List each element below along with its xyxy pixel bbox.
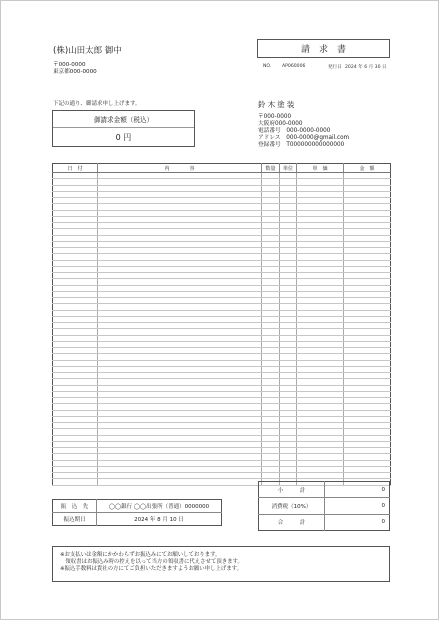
- issue-date: 2024 年 6 月 30 日: [345, 65, 387, 70]
- table-cell: [98, 479, 262, 485]
- issuer-registration: 登録番号 T000000000000000: [258, 142, 345, 148]
- tax-value: 0: [325, 498, 390, 514]
- header-unit-price: 単 価: [297, 164, 344, 173]
- header-description: 内 容: [98, 164, 262, 173]
- bank-value: ◯◯銀行 ◯◯出張所（普通）0000000: [97, 500, 222, 513]
- issuer-name: 鈴木塗装: [258, 100, 297, 109]
- payment-row-bank: [53, 500, 222, 513]
- summary-row-total: [259, 514, 390, 530]
- grand-total-value: 0: [381, 519, 385, 526]
- note-line: ※お支払いは金額にかかわらずお振込みにてお願いしております。: [60, 552, 221, 558]
- note-line: ※振込手数料は貴社の方にてご負担いただきますようお願い申し上げます。: [60, 566, 242, 573]
- issuer-phone: 電話番号 000-0000-0000: [258, 128, 331, 134]
- document-title: 請求書: [257, 39, 390, 58]
- total-amount-value: 0 円: [115, 132, 132, 142]
- line-items-body: [53, 173, 391, 486]
- summary-row-tax: [259, 498, 390, 514]
- bank-label: 振 込 先: [53, 500, 97, 513]
- recipient-name: (株)山田太郎 御中: [53, 46, 122, 56]
- issuer-email: アドレス 000-0000@gmail.com: [258, 135, 350, 141]
- notes-box: [52, 546, 390, 582]
- recipient-address: 東京都000-0000: [53, 69, 97, 75]
- document-number: AP060006: [282, 64, 306, 69]
- due-value: 2024 年 8 月 10 日: [134, 517, 184, 523]
- header-unit: 単位: [280, 164, 297, 173]
- issuer-address: 大阪府000-0000: [258, 121, 303, 127]
- line-items-header-row: [53, 164, 391, 173]
- recipient-postal: 〒000-0000: [53, 62, 86, 68]
- summary-table: [258, 481, 390, 531]
- recipient-address-block: [53, 62, 97, 76]
- issue-date-label: 発行日: [328, 65, 342, 70]
- note-line: 領収書はお振込み時の控えを以って当方の領収書に代えさせて頂きます。: [60, 559, 243, 566]
- document-number-label: NO.: [263, 64, 272, 69]
- tax-label: 消費税（10%）: [259, 498, 325, 514]
- total-amount-box: [52, 110, 195, 147]
- due-label: 振込期日: [53, 513, 97, 526]
- payment-info-table: [52, 499, 222, 526]
- issuer-info-block: [258, 114, 349, 149]
- subtotal-label: 小 計: [259, 482, 325, 498]
- issuer-postal: 〒000-0000: [258, 114, 292, 120]
- table-cell: [53, 479, 98, 485]
- total-amount-label: 御請求金額（税込）: [53, 111, 194, 128]
- header-quantity: 数量: [262, 164, 280, 173]
- subtotal-value: 0: [325, 482, 390, 498]
- line-items-table: [52, 163, 391, 486]
- grand-total-label: 合 計: [259, 514, 325, 530]
- header-date: 日 付: [53, 164, 98, 173]
- summary-row-subtotal: [259, 482, 390, 498]
- intro-text: 下記の通り、御請求申し上げます。: [53, 101, 141, 107]
- header-amount: 金 額: [344, 164, 391, 173]
- payment-row-due: [53, 513, 222, 526]
